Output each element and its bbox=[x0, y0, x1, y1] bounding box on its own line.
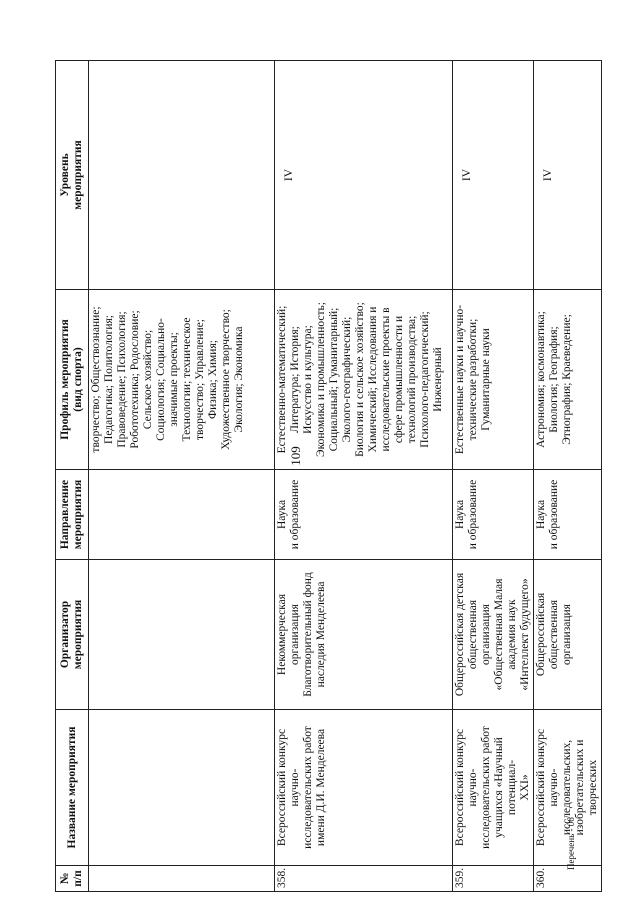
cell-num: 359. bbox=[453, 866, 534, 892]
rotated-table-container bbox=[55, 60, 605, 892]
header-level: Уровень мероприятия bbox=[56, 61, 89, 290]
cell-profile: Астрономия; космонавтика; Биология; География; Этнография; Краеведение; bbox=[534, 290, 602, 470]
header-num: № п/п bbox=[56, 866, 89, 892]
cell-profile: Естественно-математический; Литература; История; Искусство и культура; Экономика и промышленность; Социальный; Гуманитарный; Эколого-географический; Биология и сельское хозяйство; Химический; Исследования и исследовательские проекты в сфере промышленности и технологий производства; Психолого-педагогический; Инженерный bbox=[275, 290, 453, 470]
cell-organizer bbox=[89, 560, 275, 710]
table-row bbox=[534, 61, 602, 892]
cell-num bbox=[89, 866, 275, 892]
cell-level bbox=[89, 61, 275, 290]
events-table bbox=[55, 60, 602, 892]
header-direction: Направление мероприятия bbox=[56, 470, 89, 560]
cell-direction: Наука и образование bbox=[453, 470, 534, 560]
cell-name bbox=[89, 710, 275, 866]
cell-level: IV bbox=[534, 61, 602, 290]
page-number: 109 bbox=[288, 446, 303, 466]
cell-organizer: Общероссийская общественная организация bbox=[534, 560, 602, 710]
cell-profile: творчество; Обществознание; Педагогика; Политология; Правоведение; Психология; Робототехника; Родословие; Сельское хозяйство; Социология; Социально- значимые проекты; Технологии; техническое творчество; Управление; Физика; Химия; Художественное творчество; Экология; Экономика bbox=[89, 290, 275, 470]
cell-profile: Естественные науки и научно- технические разработки; Гуманитарные науки bbox=[453, 290, 534, 470]
cell-name: Всероссийский конкурс научно- исследовательских, изобретательских и творческих bbox=[534, 710, 602, 866]
cell-direction: Наука и образование bbox=[534, 470, 602, 560]
table-header-row bbox=[56, 61, 89, 892]
cell-level: IV bbox=[453, 61, 534, 290]
cell-direction bbox=[89, 470, 275, 560]
cell-organizer: Общероссийская детская общественная организация «Общественная Малая академия наук «Интеллект будущего» bbox=[453, 560, 534, 710]
table-row bbox=[89, 61, 275, 892]
table-row bbox=[275, 61, 453, 892]
cell-num: 358. bbox=[275, 866, 453, 892]
footer-code: Перечень - 06 bbox=[566, 817, 576, 870]
cell-name: Всероссийский конкурс научно- исследовательских работ имени Д.И. Менделеева bbox=[275, 710, 453, 866]
table-row bbox=[453, 61, 534, 892]
header-profile: Профиль мероприятия (вид спорта) bbox=[56, 290, 89, 470]
header-organizer: Организатор мероприятия bbox=[56, 560, 89, 710]
header-name: Название мероприятия bbox=[56, 710, 89, 866]
cell-level: IV bbox=[275, 61, 453, 290]
cell-organizer: Некоммерческая организация Благотворительный фонд наследия Менделеева bbox=[275, 560, 453, 710]
cell-name: Всероссийский конкурс научно- исследовательских работ учащихся «Научный потенциал- XXI» bbox=[453, 710, 534, 866]
cell-direction: Наука и образование bbox=[275, 470, 453, 560]
cell-num: 360. bbox=[534, 866, 602, 892]
